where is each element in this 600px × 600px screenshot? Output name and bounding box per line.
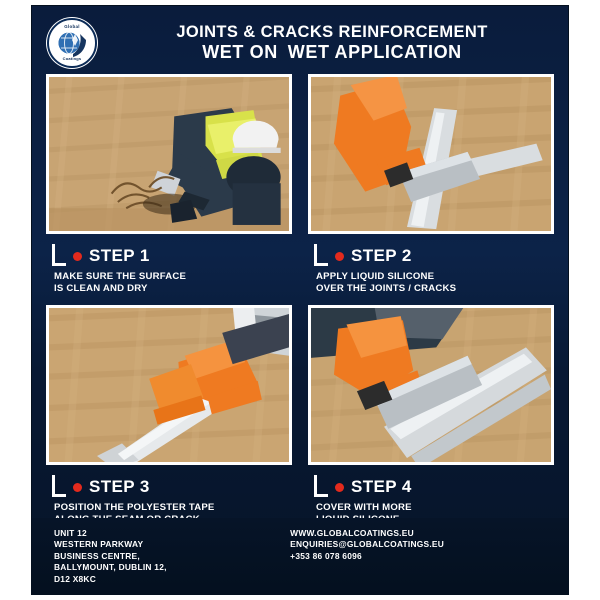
website-link[interactable]: WWW.GLOBALCOATINGS.EU [290, 528, 414, 538]
poster-header [32, 6, 568, 74]
step-1-desc-line1: MAKE SURE THE SURFACE [54, 271, 187, 282]
step-1-caption [46, 244, 292, 295]
step-3-title: STEP 3 [89, 477, 150, 496]
step-4-title: STEP 4 [351, 477, 412, 496]
step-4-desc-line1: COVER WITH MORE [316, 502, 412, 513]
step-card-2 [308, 74, 554, 295]
steps-grid [32, 74, 568, 526]
address-line-1: UNIT 12 [54, 528, 87, 538]
red-dot-icon [335, 252, 344, 261]
step-1-desc-line2: IS CLEAN AND DRY [54, 283, 148, 294]
poster [32, 6, 568, 594]
bracket-icon [52, 475, 66, 497]
poster-title-line2-b: WET APPLICATION [287, 42, 462, 62]
phone-number[interactable]: +353 86 078 6096 [290, 550, 362, 561]
red-dot-icon [335, 483, 344, 492]
email-link[interactable]: ENQUIRIES@GLOBALCOATINGS.EU [290, 539, 445, 550]
step-card-4 [308, 305, 554, 526]
step-3-desc-line1: POSITION THE POLYESTER TAPE [54, 502, 215, 513]
step-1-description [52, 271, 186, 295]
poster-title-line2-a: WET ON [202, 42, 278, 62]
step-card-1 [46, 74, 292, 295]
step-1-photo [46, 74, 292, 234]
poster-title-line2 [110, 42, 554, 63]
footer-address [54, 528, 251, 594]
step-2-description [314, 271, 456, 295]
header-titles [110, 23, 554, 63]
step-2-title: STEP 2 [351, 246, 412, 265]
step-2-photo [308, 74, 554, 234]
step-3-photo [46, 305, 292, 465]
poster-footer [32, 518, 568, 594]
step-4-photo [308, 305, 554, 465]
globe-logo-icon [46, 17, 98, 69]
bracket-icon [314, 244, 328, 266]
address-line-5: D12 X8KC [54, 573, 97, 584]
step-card-3 [46, 305, 292, 526]
logo-bottom-label: Coatings [62, 56, 82, 61]
address-line-4: BALLYMOUNT, DUBLIN 12, [54, 562, 167, 573]
step-2-caption [308, 244, 554, 295]
step-2-desc-line2: OVER THE JOINTS / CRACKS [316, 283, 457, 294]
red-dot-icon [73, 252, 82, 261]
step-2-desc-line1: APPLY LIQUID SILICONE [316, 271, 435, 282]
logo-top-label: Global [64, 24, 80, 29]
address-line-2: WESTERN PARKWAY [54, 539, 144, 550]
address-line-3: BUSINESS CENTRE, [54, 550, 140, 561]
poster-title-line1: JOINTS & CRACKS REINFORCEMENT [176, 23, 488, 41]
footer-contact [290, 528, 546, 594]
step-1-title: STEP 1 [89, 246, 150, 265]
bracket-icon [52, 244, 66, 266]
red-dot-icon [73, 483, 82, 492]
bracket-icon [314, 475, 328, 497]
